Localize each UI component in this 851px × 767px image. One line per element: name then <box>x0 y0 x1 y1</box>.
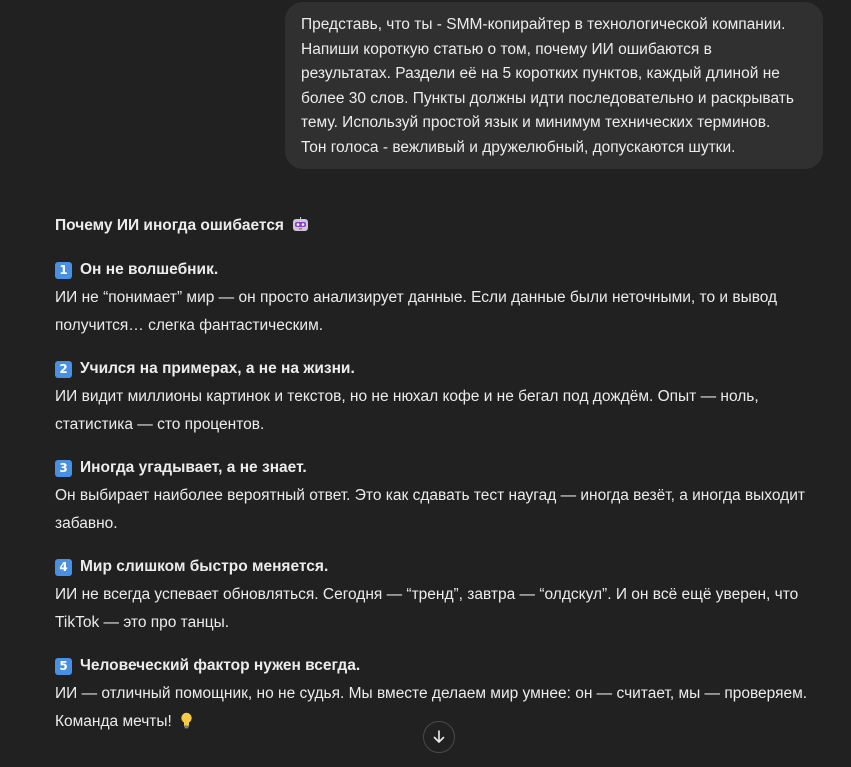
keycap-3-icon: 3 <box>55 460 72 477</box>
user-message-line: более 30 слов. Пункты должны идти последовательно и раскрывать <box>301 89 794 107</box>
point-title-text: Он не волшебник. <box>80 261 219 278</box>
point-body: ИИ видит миллионы картинок и текстов, но не нюхал кофе и не бегал под дождём. Опыт — ноль, статистика — сто процентов. <box>55 388 759 433</box>
point-title <box>55 355 815 383</box>
user-message-line: Представь, что ты - SMM-копирайтер в технологической компании. <box>301 16 786 33</box>
response-heading <box>55 212 815 240</box>
point-title <box>55 256 815 284</box>
point-title <box>55 652 815 680</box>
user-message-line: результатах. Раздели её на 5 коротких пунктов, каждый длиной не <box>301 65 780 83</box>
point-body: ИИ не всегда успевает обновляться. Сегодня — “тренд”, завтра — “олдскул”. И он всё ещё уверен, что TikTok — это про танцы. <box>55 586 799 631</box>
user-message-line: Тон голоса - вежливый и дружелюбный, допускаются шутки. <box>301 138 736 156</box>
response-heading-text: Почему ИИ иногда ошибается <box>55 217 284 234</box>
point-title <box>55 454 815 482</box>
user-message-line: тему. Используй простой язык и минимум технических терминов. <box>301 114 771 132</box>
keycap-5-icon: 5 <box>55 658 72 675</box>
point-title-text: Учился на примерах, а не на жизни. <box>80 360 355 377</box>
point-body: ИИ не “понимает” мир — он просто анализирует данные. Если данные были неточными, то и вывод получится… слегка фантастическим. <box>55 289 778 334</box>
assistant-message <box>55 212 815 751</box>
point-body: Он выбирает наиболее вероятный ответ. Это как сдавать тест наугад — иногда везёт, а иногда выходит забавно. <box>55 487 805 532</box>
point-body-text: ИИ — отличный помощник, но не судья. Мы вместе делаем мир умнее: он — считает, мы — проверяем. Команда мечты! <box>55 685 808 730</box>
robot-face-icon <box>292 217 309 232</box>
point-2 <box>55 355 815 439</box>
user-message-bubble <box>285 2 823 169</box>
scroll-to-bottom-button[interactable] <box>423 721 455 753</box>
point-title-text: Мир слишком быстро меняется. <box>80 558 329 575</box>
lightbulb-icon <box>180 712 193 729</box>
keycap-4-icon: 4 <box>55 559 72 576</box>
user-message-line: Напиши короткую статью о том, почему ИИ ошибаются в <box>301 40 712 58</box>
point-title-text: Иногда угадывает, а не знает. <box>80 459 307 476</box>
keycap-1-icon: 1 <box>55 262 72 279</box>
arrow-down-icon <box>431 729 447 745</box>
keycap-2-icon: 2 <box>55 361 72 378</box>
point-3 <box>55 454 815 538</box>
point-4 <box>55 553 815 637</box>
point-title <box>55 553 815 581</box>
point-title-text: Человеческий фактор нужен всегда. <box>80 657 361 674</box>
point-1 <box>55 256 815 340</box>
